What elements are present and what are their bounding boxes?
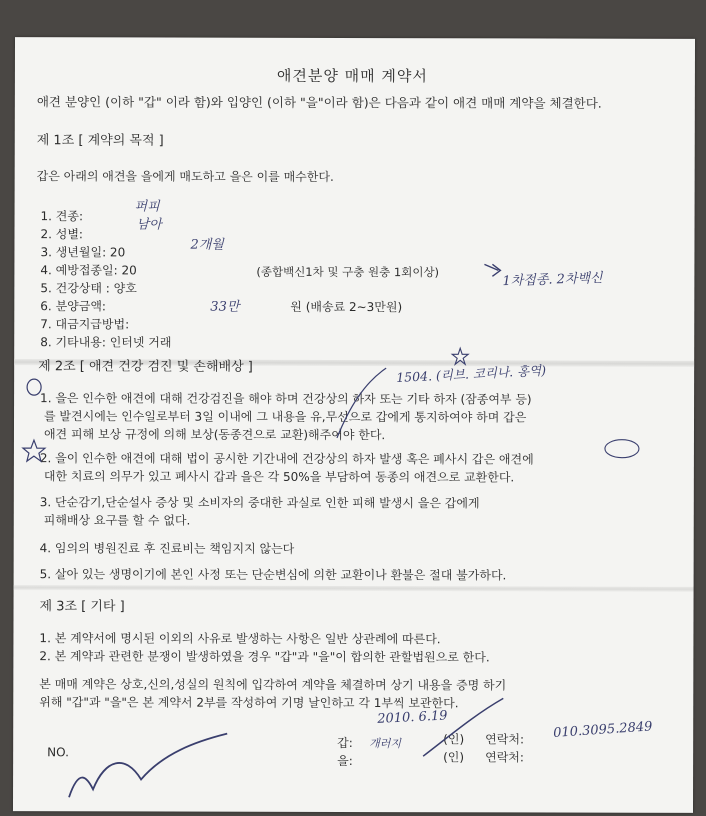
article1-heading: 제 1조 [ 계약의 목적 ] <box>36 133 164 149</box>
contract-paper <box>13 37 695 813</box>
art3-item1: 1. 본 계약서에 명시된 이외의 사유로 발생하는 사항은 일반 상관례에 따른다. <box>39 631 441 647</box>
handwritten-vaccine-done: 1차접종. 2차백신 <box>502 270 603 290</box>
item-other: 8. 기타내용: 인터넷 거래 <box>40 335 172 350</box>
art2-item1-line3: 애견 피해 보상 규정에 의해 보상(동종견으로 교환)해주어야 한다. <box>43 427 386 443</box>
art2-item5: 5. 살아 있는 생명이기에 본인 사정 또는 단순변심에 의한 교환이나 환불은 절대 불가하다. <box>39 567 507 583</box>
party-a-label: 갑: <box>337 735 353 750</box>
art2-item2-line1: 2. 을이 인수한 애견에 대해 법이 공시한 기간내에 건강상의 하자 발생 혹은 폐사시 갑은 애견에 <box>39 451 534 467</box>
contact-b-label: 연락처: <box>485 750 524 765</box>
circle-mark <box>605 440 639 458</box>
item-price: 6. 분양금액: <box>40 299 107 314</box>
article3-heading: 제 3조 [ 기타 ] <box>39 599 125 615</box>
item-payment: 7. 대금지급방법: <box>40 317 130 332</box>
circle-mark <box>27 379 41 395</box>
art2-item3-line1: 3. 단순감기,단순설사 증상 및 소비자의 중대한 과실로 인한 피해 발생시 을은 갑에게 <box>39 495 480 511</box>
item-breed: 1. 견종: <box>40 209 84 224</box>
article2-heading: 제 2조 [ 애견 건강 검진 및 손해배상 ] <box>38 359 253 375</box>
no-label: NO. <box>47 745 69 760</box>
handwritten-breed: 퍼피 <box>134 199 160 215</box>
handwritten-date: 2010. 6.19 <box>376 708 448 727</box>
art2-item3-line2: 피해배상 요구를 할 수 없다. <box>43 513 191 528</box>
handwritten-price: 33만 <box>210 299 240 315</box>
closing-line2: 위해 "갑"과 "을"은 본 계약서 2부를 작성하여 기명 날인하고 각 1부씩 보관한다. <box>39 695 459 711</box>
handwritten-birth: 2개월 <box>190 237 224 253</box>
intro-text: 애견 분양인 (이하 "갑" 이라 함)와 입양인 (이하 "을"이라 함)은 다음과 같이 애견 매매 계약을 체결한다. <box>36 94 602 111</box>
item-sex: 2. 성별: <box>40 227 84 242</box>
pen-marks <box>13 37 695 813</box>
art2-item4: 4. 임의의 병원진료 후 진료비는 책임지지 않는다 <box>39 541 295 556</box>
item-vaccine: 4. 예방접종일: 20 <box>40 263 137 278</box>
party-b-label: 을: <box>337 753 353 768</box>
contact-a-label: 연락처: <box>485 732 525 747</box>
handwritten-phone: 010.3095.2849 <box>552 719 653 741</box>
arrow-head <box>492 264 500 276</box>
handwritten-annotation: 1504. (리브. 코리나. 홍역) <box>395 362 547 386</box>
art3-item2: 2. 본 계약과 관련한 분쟁이 발생하였을 경우 "갑"과 "을"이 합의한 관할법원으로 한다. <box>39 649 490 665</box>
star-mark <box>452 348 468 364</box>
document-title: 애견분양 매매 계약서 <box>276 66 428 86</box>
star-mark <box>23 440 45 461</box>
item-health: 5. 건강상태 : 양호 <box>40 281 137 296</box>
article1-text: 갑은 아래의 애견을 을에게 매도하고 을은 이를 매수한다. <box>36 169 334 184</box>
seal-b: (인) <box>443 750 465 765</box>
item-birth: 3. 생년월일: 20 <box>40 245 126 260</box>
buyer-signature <box>69 733 227 797</box>
pen-line <box>337 368 386 438</box>
art2-item1-line1: 1. 을은 인수한 애견에 대해 건강검진을 해야 하며 건강상의 하자 또는 기타 하자 (잠종여부 등) <box>40 391 532 407</box>
art2-item2-line2: 대한 치료의 의무가 있고 폐사시 갑과 을은 각 50%을 부담하여 동종의 애견으로 교환한다. <box>43 469 515 485</box>
seller-signature <box>423 698 503 756</box>
art2-item1-line2: 를 발견시에는 인수일로부터 3일 이내에 그 내용을 유,무선으로 갑에게 통지하여야 하며 갑은 <box>44 409 527 425</box>
closing-line1: 본 매매 계약은 상호,신의,성실의 원칙에 입각하여 계약을 체결하며 상기 내용을 증명 하기 <box>39 677 507 693</box>
handwritten-seller: 개러지 <box>369 737 402 751</box>
vaccine-note: (종합백신1차 및 구충 원충 1회이상) <box>256 264 440 280</box>
price-note: 원 (배송료 2~3만원) <box>290 299 403 315</box>
handwritten-sex: 남아 <box>136 217 162 233</box>
seal-a: (인) <box>443 732 465 747</box>
